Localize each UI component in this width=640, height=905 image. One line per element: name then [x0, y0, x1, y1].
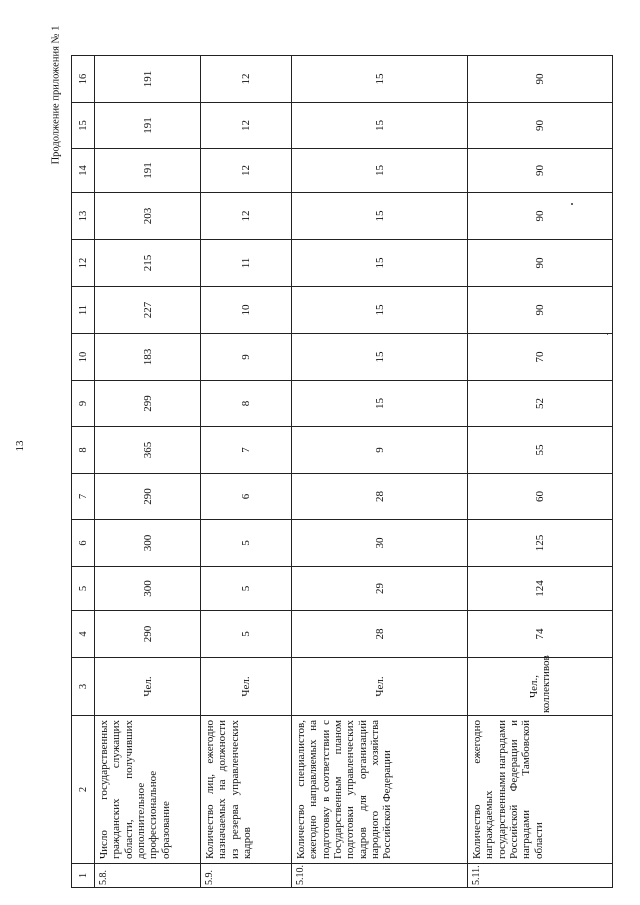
column-header: 2	[72, 716, 95, 864]
table-row	[95, 56, 201, 888]
value-cell: 29	[292, 567, 468, 611]
column-header: 8	[72, 427, 95, 474]
row-number: 5.11.	[468, 864, 613, 888]
rotated-table-wrapper	[71, 68, 611, 888]
value-cell: 203	[95, 193, 201, 240]
value-cell: 28	[292, 611, 468, 658]
value-cell: 15	[292, 381, 468, 427]
value-cell: 9	[201, 334, 292, 381]
continuation-label: Продолжение приложения № 1	[50, 25, 62, 165]
value-cell: 8	[201, 381, 292, 427]
indicator-name: Количество ежегодно награждаемых государственными наградами Российской Федерации и наградами Тамбовской области	[468, 716, 613, 864]
column-header: 4	[72, 611, 95, 658]
unit-cell: Чел.	[95, 658, 201, 716]
value-cell: 6	[201, 474, 292, 520]
indicator-name: Количество лиц, ежегодно назначаемых на должности из резерва управленческих кадров	[201, 716, 292, 864]
value-cell: 191	[95, 103, 201, 149]
value-cell: 15	[292, 149, 468, 193]
value-cell: 215	[95, 240, 201, 287]
value-cell: 30	[292, 520, 468, 567]
value-cell: 55	[468, 427, 613, 474]
table-row	[201, 56, 292, 888]
value-cell: 15	[292, 240, 468, 287]
value-cell: 15	[292, 334, 468, 381]
value-cell: 90	[468, 240, 613, 287]
value-cell: 365	[95, 427, 201, 474]
column-header: 6	[72, 520, 95, 567]
column-header: 1	[72, 864, 95, 888]
value-cell: 15	[292, 193, 468, 240]
value-cell: 183	[95, 334, 201, 381]
value-cell: 90	[468, 149, 613, 193]
value-cell: 90	[468, 56, 613, 103]
value-cell: 12	[201, 149, 292, 193]
value-cell: 15	[292, 287, 468, 334]
value-cell: 300	[95, 567, 201, 611]
unit-cell: Чел.	[201, 658, 292, 716]
row-number: 5.10.	[292, 864, 468, 888]
column-header: 15	[72, 103, 95, 149]
row-number: 5.9.	[201, 864, 292, 888]
value-cell: 299	[95, 381, 201, 427]
row-number: 5.8.	[95, 864, 201, 888]
value-cell: 5	[201, 567, 292, 611]
value-cell: 15	[292, 56, 468, 103]
value-cell: 290	[95, 611, 201, 658]
table-row	[292, 56, 468, 888]
value-cell: 290	[95, 474, 201, 520]
value-cell: 124	[468, 567, 613, 611]
value-cell: 74	[468, 611, 613, 658]
value-cell: 191	[95, 56, 201, 103]
value-cell: 90	[468, 193, 613, 240]
indicators-table	[71, 55, 613, 888]
value-cell: 28	[292, 474, 468, 520]
unit-cell: Чел., коллективов	[468, 658, 613, 716]
value-cell: 300	[95, 520, 201, 567]
column-header: 3	[72, 658, 95, 716]
column-header: 11	[72, 287, 95, 334]
value-cell: 125	[468, 520, 613, 567]
value-cell: 11	[201, 240, 292, 287]
column-header: 10	[72, 334, 95, 381]
column-header: 16	[72, 56, 95, 103]
table-row	[468, 56, 613, 888]
value-cell: 52	[468, 381, 613, 427]
value-cell: 12	[201, 193, 292, 240]
value-cell: 191	[95, 149, 201, 193]
column-header: 12	[72, 240, 95, 287]
column-header: 9	[72, 381, 95, 427]
column-header: 14	[72, 149, 95, 193]
column-number-row	[72, 56, 95, 888]
value-cell: 12	[201, 103, 292, 149]
column-header: 7	[72, 474, 95, 520]
value-cell: 90	[468, 287, 613, 334]
value-cell: 15	[292, 103, 468, 149]
value-cell: 5	[201, 520, 292, 567]
indicator-name: Количество специалистов, ежегодно направляемых на подготовку в соответствии с Государственным планом подготовки управленческих кадров для организаций народного хозяйства Российской Федерации	[292, 716, 468, 864]
value-cell: 9	[292, 427, 468, 474]
value-cell: 5	[201, 611, 292, 658]
value-cell: 10	[201, 287, 292, 334]
unit-cell: Чел.	[292, 658, 468, 716]
value-cell: 70	[468, 334, 613, 381]
value-cell: 12	[201, 56, 292, 103]
indicator-name: Число государственных гражданских служащих области, получивших дополнительное профессиональное образование	[95, 716, 201, 864]
value-cell: 90	[468, 103, 613, 149]
value-cell: 60	[468, 474, 613, 520]
column-header: 5	[72, 567, 95, 611]
page-number: 13	[14, 440, 26, 452]
value-cell: 7	[201, 427, 292, 474]
value-cell: 227	[95, 287, 201, 334]
column-header: 13	[72, 193, 95, 240]
